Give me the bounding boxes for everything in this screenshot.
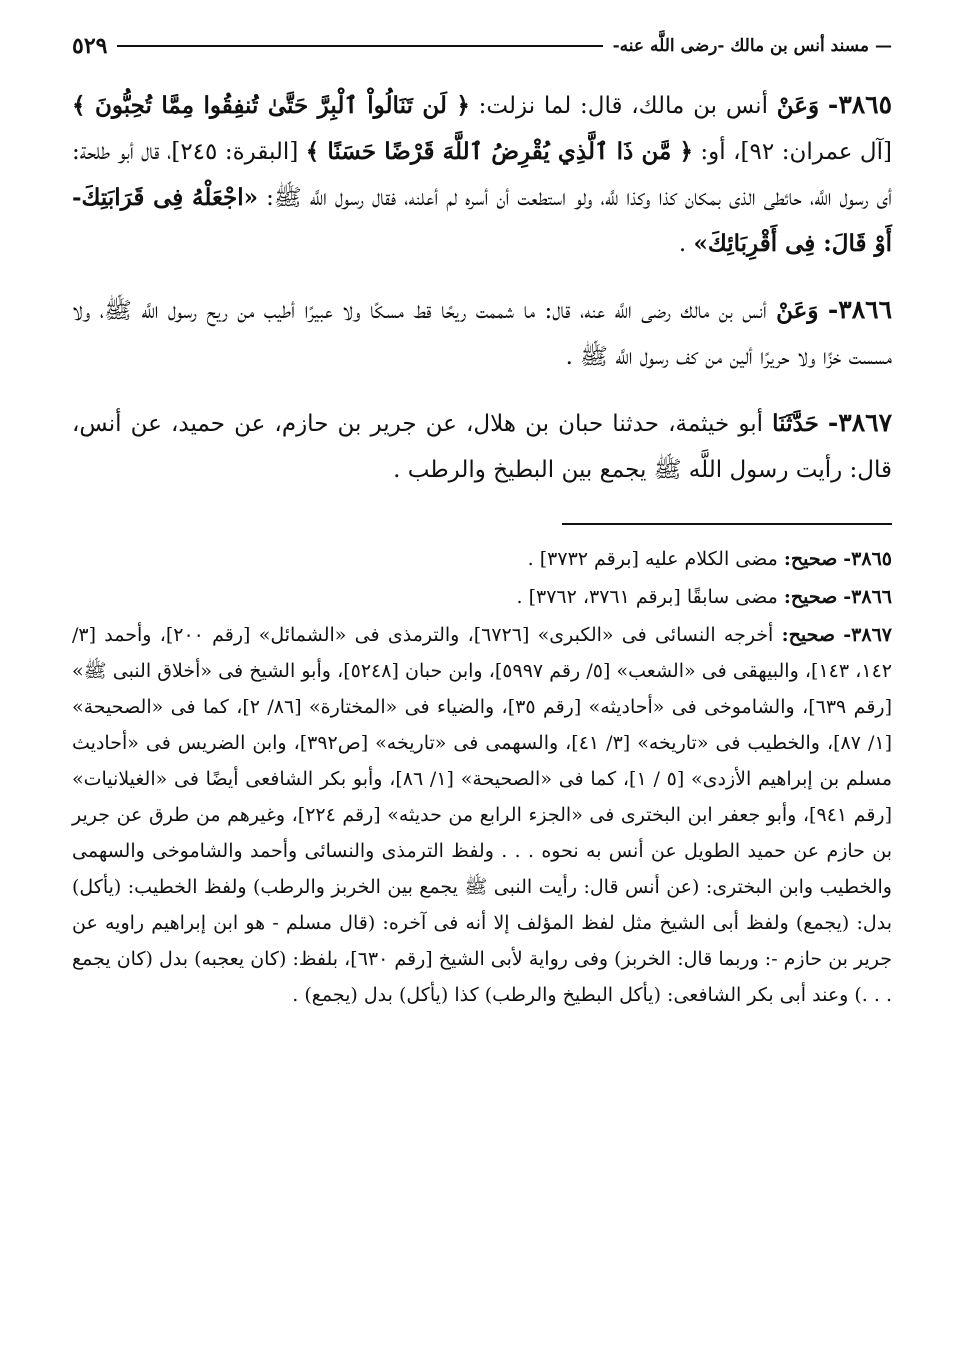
footnote-number: ٣٨٦٧-	[843, 624, 892, 646]
hadith-number: ٣٨٦٧-	[827, 408, 893, 437]
header-title: مسند أنس بن مالك -رضى اللَّه عنه-	[612, 36, 869, 56]
footnote-3866	[72, 579, 892, 615]
footnote-grade: صحيح:	[783, 548, 838, 570]
footnote-grade: صحيح:	[781, 624, 836, 646]
footnote-grade: صحيح:	[783, 586, 838, 608]
footnote-divider	[562, 523, 892, 525]
hadith-number: ٣٨٦٦-	[827, 295, 893, 324]
hadith-text: أنس بن مالك، قال: لما نزلت:	[478, 93, 768, 119]
page-number: ٥٢٩	[72, 33, 108, 59]
hadith-end: .	[678, 231, 687, 257]
running-header	[72, 28, 892, 64]
quran-verse: ﴿ مَّن ذَا ٱلَّذِي يُقْرِضُ ٱللَّهَ قَرْضًا حَسَنًا ﴾	[305, 138, 693, 165]
footnote-number: ٣٨٦٦-	[843, 586, 892, 608]
footnote-3867	[72, 617, 892, 1013]
hadith-text: [آل عمران: ٩٢]، أو:	[700, 139, 893, 165]
footnote-3865	[72, 541, 892, 577]
footnote-number: ٣٨٦٥-	[843, 548, 892, 570]
hadith-text: أبو خيثمة، حدثنا حبان بن هلال، عن جرير بن حازم، عن حميد، عن أنس، قال: رأيت رسول اللَّه ﷺ يجمع بين البطيخ والرطب .	[72, 411, 892, 483]
hadith-text: [البقرة: ٢٤٥]، قال أبو طلحة: أى رسول اللَّه، حائطى الذى بمكان كذا وكذا للَّه، ولو استطعت أن أسره لم أعلنه، فقال رسول اللَّه ﷺ:	[72, 139, 892, 211]
hadith-lead: وَعَنْ	[776, 92, 820, 119]
hadith-3865	[72, 82, 892, 267]
header-rule	[117, 45, 602, 47]
hadith-lead: حَدَّثَنَا	[772, 410, 819, 437]
hadith-number: ٣٨٦٥-	[827, 90, 893, 119]
prophet-saying: «اجْعَلْهُ فِى قَرَابَتِكَ- أَوْ قَالَ: فِى أَقْرِبَائِكَ»	[72, 184, 892, 257]
hadith-3866	[72, 287, 892, 380]
hadith-lead: وَعَنْ	[776, 297, 819, 324]
footnote-text: أخرجه النسائى فى «الكبرى» [٦٧٢٦]، والترمذى فى «الشمائل» [رقم ٢٠٠]، وأحمد [٣/ ١٤٢، ١٤٣]، والبيهقى فى «الشعب» [٥/ رقم ٥٩٩٧]، وابن حبان [٥٢٤٨]، وأبو الشيخ فى «أخلاق النبى ﷺ» [رقم ٦٣٩]، والشاموخى فى «أحاديثه» [رقم ٣٥]، والضياء فى «المختارة» [٨٦/ ٢]، كما فى «الصحيحة» [١/ ٨٧]، والخطيب فى «تاريخه» [٣/ ٤١]، والسهمى فى «تاريخه» [ص٣٩٢]، وابن الضريس فى «أحاديث مسلم بن إبراهيم الأزدى» [٥ / ١]، كما فى «الصحيحة» [١/ ٨٦]، وأبو بكر الشافعى أيضًا فى «الغيلانيات» [رقم ٩٤١]، وأبو جعفر ابن البخترى فى «الجزء الرابع من حديثه» [رقم ٢٢٤]، وغيرهم من طرق عن جرير بن حازم عن حميد الطويل عن أنس به نحوه . . . ولفظ الترمذى والنسائى وأحمد والشاموخى والسهمى والخطيب وابن البخترى: (عن أنس قال: رأيت النبى ﷺ يجمع بين الخربز والرطب) ولفظ الخطيب: (يأكل) بدل: (يجمع) ولفظ أبى الشيخ مثل لفظ المؤلف إلا أنه فى آخره: (قال مسلم - هو ابن إبراهيم راويه عن جرير بن حازم -: وربما قال: الخربز) وفى رواية لأبى الشيخ [رقم ٦٣٠]، بلفظ: (كان يعجبه) بدل (كان يجمع . . .) وعند أبى بكر الشافعى: (يأكل البطيخ والرطب) كذا (يأكل) بدل (يجمع) .	[72, 624, 893, 1006]
footnote-text: مضى الكلام عليه [برقم ٣٧٣٢] .	[527, 548, 778, 570]
quran-verse: ﴿ لَن تَنَالُواْ ٱلْبِرَّ حَتَّىٰ تُنفِقُوا مِمَّا تُحِبُّونَ ﴾	[72, 92, 470, 119]
header-dash: —	[875, 36, 892, 56]
book-page	[72, 28, 892, 1328]
footnote-text: مضى سابقًا [برقم ٣٧٦١، ٣٧٦٢] .	[516, 586, 778, 608]
hadith-3867	[72, 400, 892, 493]
hadith-text: أنس بن مالك رضى اللَّه عنه، قال: ما شممت ريحًا قط مسكًا ولا عبيرًا أطيب من ريح رسول اللَّه ﷺ، ولا مسست خزًا ولا حريرًا ألين من كف رسول اللَّه ﷺ .	[72, 298, 892, 370]
